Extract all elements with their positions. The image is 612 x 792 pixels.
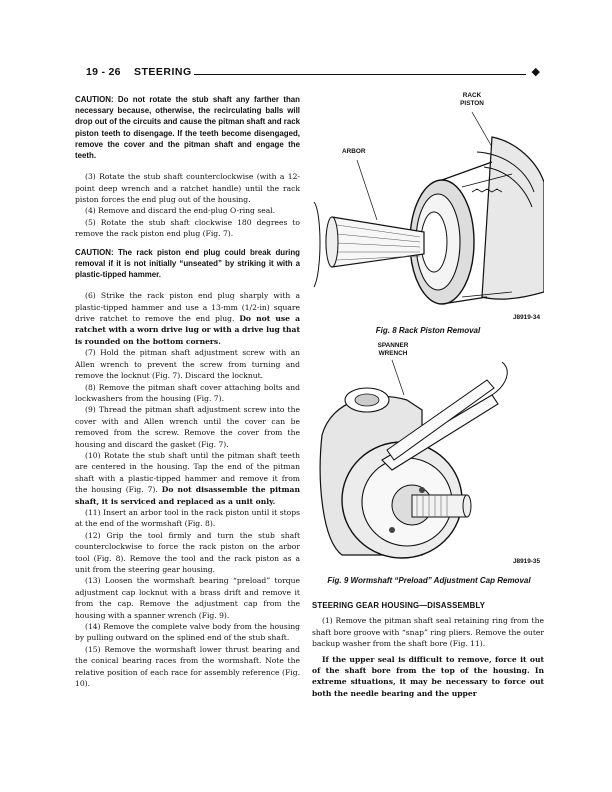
label-rack-piston	[452, 92, 492, 107]
caution-stub-shaft: CAUTION: Do not rotate the stub shaft any farther than necessary because, otherwise, the recirculating balls will drop out of the circuits and cause the pitman shaft and rack piston teeth to disengage. If the teeth become disengaged, remove the cover and the pitman shaft and engage the teeth.	[75, 95, 300, 161]
section-title: STEERING	[134, 66, 192, 78]
step-3: (3) Rotate the stub shaft counterclockwise (with a 12-point deep wrench and a ratchet handle) until the rack piston forces the end plug out of the housing.	[75, 172, 300, 205]
step-4: (4) Remove and discard the end-plug O-ring seal.	[85, 206, 276, 216]
step-6-warning: Do not use a ratchet with a worn drive lug or with a drive lug that is rounded on the bottom corners.	[75, 314, 300, 346]
step-10	[75, 450, 300, 507]
header-rule	[194, 74, 526, 75]
step-11: (11) Insert an arbor tool in the rack piston until it stops at the end of the wormshaft (Fig. 8).	[75, 507, 300, 529]
label-arbor: ARBOR	[342, 148, 366, 155]
diamond-icon: ◆	[531, 65, 540, 78]
figure-9	[312, 340, 544, 572]
step-7: (7) Hold the pitman shaft adjustment screw with an Allen wrench to prevent the screw from turning and remove the locknut (Fig. 7). Discard the locknut.	[75, 348, 300, 381]
label-spanner: SPANNER	[377, 342, 409, 349]
figure-8-caption: Fig. 8 Rack Piston Removal	[375, 326, 481, 335]
right-column	[312, 600, 544, 699]
label-rack: RACK	[462, 92, 482, 99]
left-column	[75, 94, 300, 689]
step-8: (8) Remove the pitman shaft cover attaching bolts and lockwashers from the housing (Fig. 7).	[75, 382, 300, 403]
step-9: (9) Thread the pitman shaft adjustment screw into the cover with and Allen wrench until the cover can be removed from the screw. Remove the cover from the housing and discard the gasket (Fig. 7).	[75, 405, 300, 449]
page-header	[86, 66, 540, 82]
step-10-text: (10) Rotate the stub shaft until the pitman shaft teeth are centered in the housing. Tap the end of the pitman shaft with a plastic-tipped hammer and remove it from the housing (Fig. 7).	[75, 450, 300, 495]
step-5: (5) Rotate the stub shaft clockwise 180 degrees to remove the rack piston end plug (Fig. 7).	[75, 217, 300, 239]
step-10-warning: Do not disassemble the pitman shaft, it is serviced and replaced as a unit only.	[75, 485, 300, 506]
step-12: (12) Grip the tool firmly and turn the stub shaft counterclockwise to force the rack piston on the arbor tool (Fig. 8). Remove the tool and the rack piston as a unit from the steering gear housing.	[75, 530, 300, 575]
upper-seal-note: If the upper seal is difficult to remove, force it out of the shaft bore from the top of the housing. In extreme situations, it may be necessary to force out both the needle bearing and the upper	[312, 654, 544, 698]
section-subheading: STEERING GEAR HOUSING—DISASSEMBLY	[312, 601, 486, 610]
figure-8	[312, 92, 544, 342]
page-number: 19 - 26	[86, 66, 121, 78]
step-14: (14) Remove the complete valve body from the housing by pulling outward on the splined end of the stub shaft.	[75, 622, 300, 643]
figure-9-id: J8919-35	[512, 558, 540, 565]
step-6-text: (6) Strike the rack piston end plug sharply with a plastic-tipped hammer and use a 13-mm (1/2-in) square drive ratchet to remove the end plug.	[75, 291, 300, 324]
label-wrench: WRENCH	[378, 349, 408, 357]
figure-9-caption: Fig. 9 Wormshaft “Preload” Adjustment Cap Removal	[327, 576, 531, 585]
rack-piston-illustration	[312, 92, 544, 322]
spanner-wrench-illustration	[312, 340, 544, 572]
step-13: (13) Loosen the wormshaft bearing “preload” torque adjustment cap locknut with a brass drift and remove it from the cap. Remove the adjustment cap from the housing with a spanner wrench (Fig. 9).	[75, 576, 300, 620]
step-15: (15) Remove the wormshaft lower thrust bearing and the conical bearing races from the wormshaft. Note the relative position of each race for assembly reference (Fig. 10).	[75, 644, 300, 689]
label-piston: PISTON	[460, 99, 484, 107]
caution-end-plug: CAUTION: The rack piston end plug could break during removal if it is not initially “unseated” by striking it with a plastic-tipped hammer.	[75, 247, 300, 280]
housing-step-1: (1) Remove the pitman shaft seal retaining ring from the shaft bore groove with “snap” ring pliers. Remove the outer backup washer from the shaft bore (Fig. 11).	[312, 616, 544, 649]
step-6	[75, 290, 300, 347]
figure-8-id: J8919-34	[512, 314, 540, 321]
